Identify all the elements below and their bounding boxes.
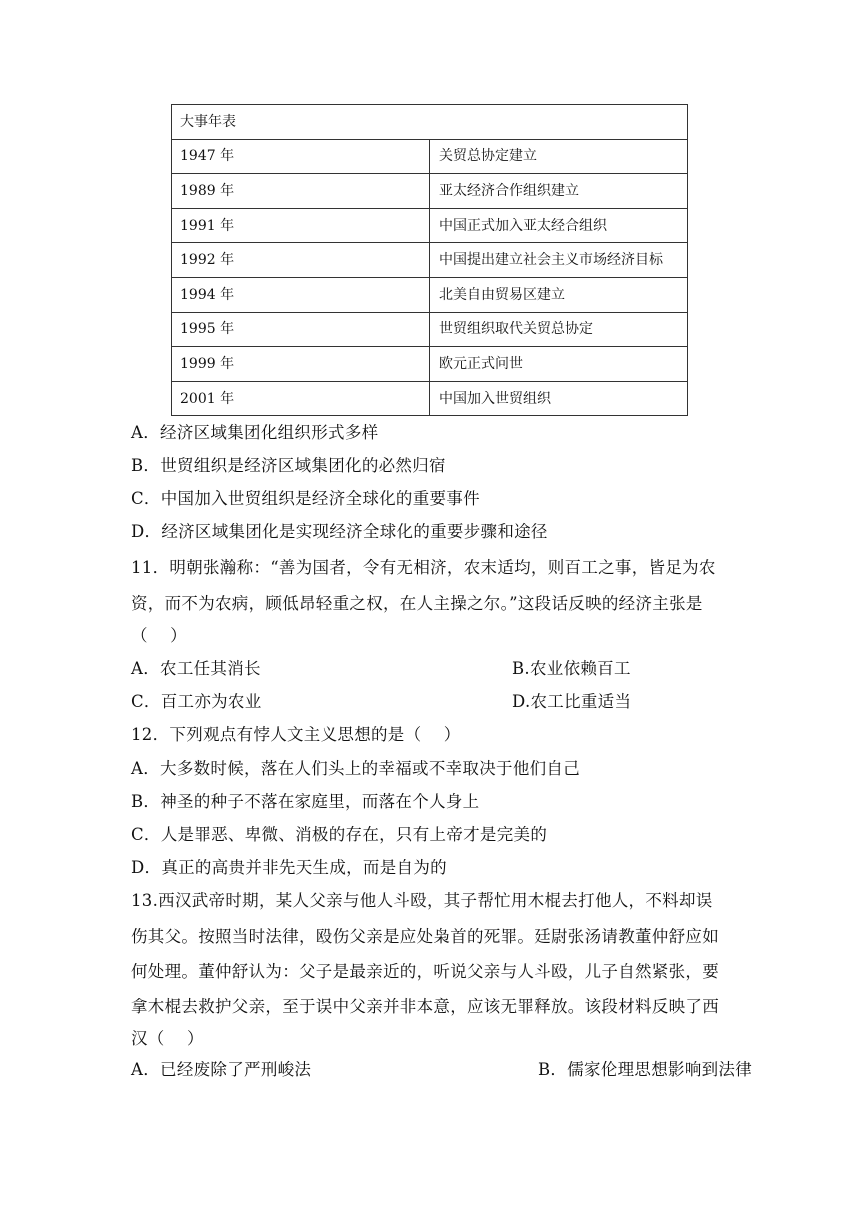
- q11-options-row-2: [131, 692, 632, 711]
- event-cell: 中国正式加入亚太经合组织: [430, 208, 688, 243]
- q12-option-a: A．大多数时候，落在人们头上的幸福或不幸取决于他们自己: [131, 759, 581, 778]
- q11-stem-line-2: 资，而不为农病，顾低昂轻重之权，在人主操之尔。”这段话反映的经济主张是: [131, 594, 703, 613]
- q10-option-d: D．经济区域集团化是实现经济全球化的重要步骤和途径: [131, 522, 548, 541]
- q11-option-c: C．百工亦为农业: [131, 692, 262, 711]
- q11-option-b: B.农业依赖百工: [512, 659, 631, 678]
- q13-stem-line-4: 拿木棍去救护父亲，至于误中父亲并非本意，应该无罪释放。该段材料反映了西: [131, 997, 719, 1016]
- q13-stem-line-2: 伤其父。按照当时法律，殴伤父亲是应处枭首的死罪。廷尉张汤请教董仲舒应如: [131, 927, 719, 946]
- timeline-table: [171, 104, 688, 416]
- table-row: [172, 347, 688, 382]
- table-row: [172, 381, 688, 416]
- year-cell: 2001 年: [172, 381, 430, 416]
- event-cell: 中国加入世贸组织: [430, 381, 688, 416]
- q13-stem-line-3: 何处理。董仲舒认为：父子是最亲近的，听说父亲与人斗殴，儿子自然紧张，要: [131, 962, 719, 981]
- q11-options-row-1: [131, 659, 631, 678]
- event-cell: 欧元正式问世: [430, 347, 688, 382]
- q11-answer-blank: （ ）: [131, 626, 187, 645]
- q10-option-a: A．经济区域集团化组织形式多样: [131, 423, 379, 442]
- table-row: [172, 139, 688, 174]
- q12-option-b: B．神圣的种子不落在家庭里，而落在个人身上: [131, 792, 480, 811]
- q13-stem-line-1: 13.西汉武帝时期，某人父亲与他人斗殴，其子帮忙用木棍去打他人，不料却误: [131, 891, 713, 910]
- year-cell: 1994 年: [172, 277, 430, 312]
- event-cell: 中国提出建立社会主义市场经济目标: [430, 243, 688, 278]
- q13-options-row-1: [131, 1060, 753, 1079]
- year-cell: 1992 年: [172, 243, 430, 278]
- year-cell: 1995 年: [172, 312, 430, 347]
- q13-option-a: A．已经废除了严刑峻法: [131, 1060, 312, 1079]
- q13-stem-line-5: 汉（ ）: [131, 1029, 204, 1048]
- year-cell: 1991 年: [172, 208, 430, 243]
- q13-option-b: B．儒家伦理思想影响到法律: [538, 1060, 753, 1079]
- q11-option-d: D.农工比重适当: [512, 692, 632, 711]
- q10-option-c: C．中国加入世贸组织是经济全球化的重要事件: [131, 489, 480, 508]
- event-cell: 世贸组织取代关贸总协定: [430, 312, 688, 347]
- q11-option-a: A．农工任其消长: [131, 659, 261, 678]
- q11-stem-line-1: 11．明朝张瀚称：“善为国者，令有无相济，农末适均，则百工之事，皆足为农: [131, 558, 716, 577]
- event-cell: 关贸总协定建立: [430, 139, 688, 174]
- year-cell: 1999 年: [172, 347, 430, 382]
- year-cell: 1947 年: [172, 139, 430, 174]
- table-row: [172, 174, 688, 209]
- event-cell: 北美自由贸易区建立: [430, 277, 688, 312]
- year-cell: 1989 年: [172, 174, 430, 209]
- table-row: [172, 243, 688, 278]
- q12-option-c: C．人是罪恶、卑微、消极的存在，只有上帝才是完美的: [131, 825, 548, 844]
- table-title-row: [172, 105, 688, 140]
- table-row: [172, 312, 688, 347]
- q12-stem: 12．下列观点有悖人文主义思想的是（ ）: [131, 725, 461, 744]
- q12-option-d: D．真正的高贵并非先天生成，而是自为的: [131, 858, 447, 877]
- table-row: [172, 208, 688, 243]
- event-cell: 亚太经济合作组织建立: [430, 174, 688, 209]
- q10-option-b: B．世贸组织是经济区域集团化的必然归宿: [131, 456, 446, 475]
- table-row: [172, 277, 688, 312]
- table-title: 大事年表: [172, 105, 688, 140]
